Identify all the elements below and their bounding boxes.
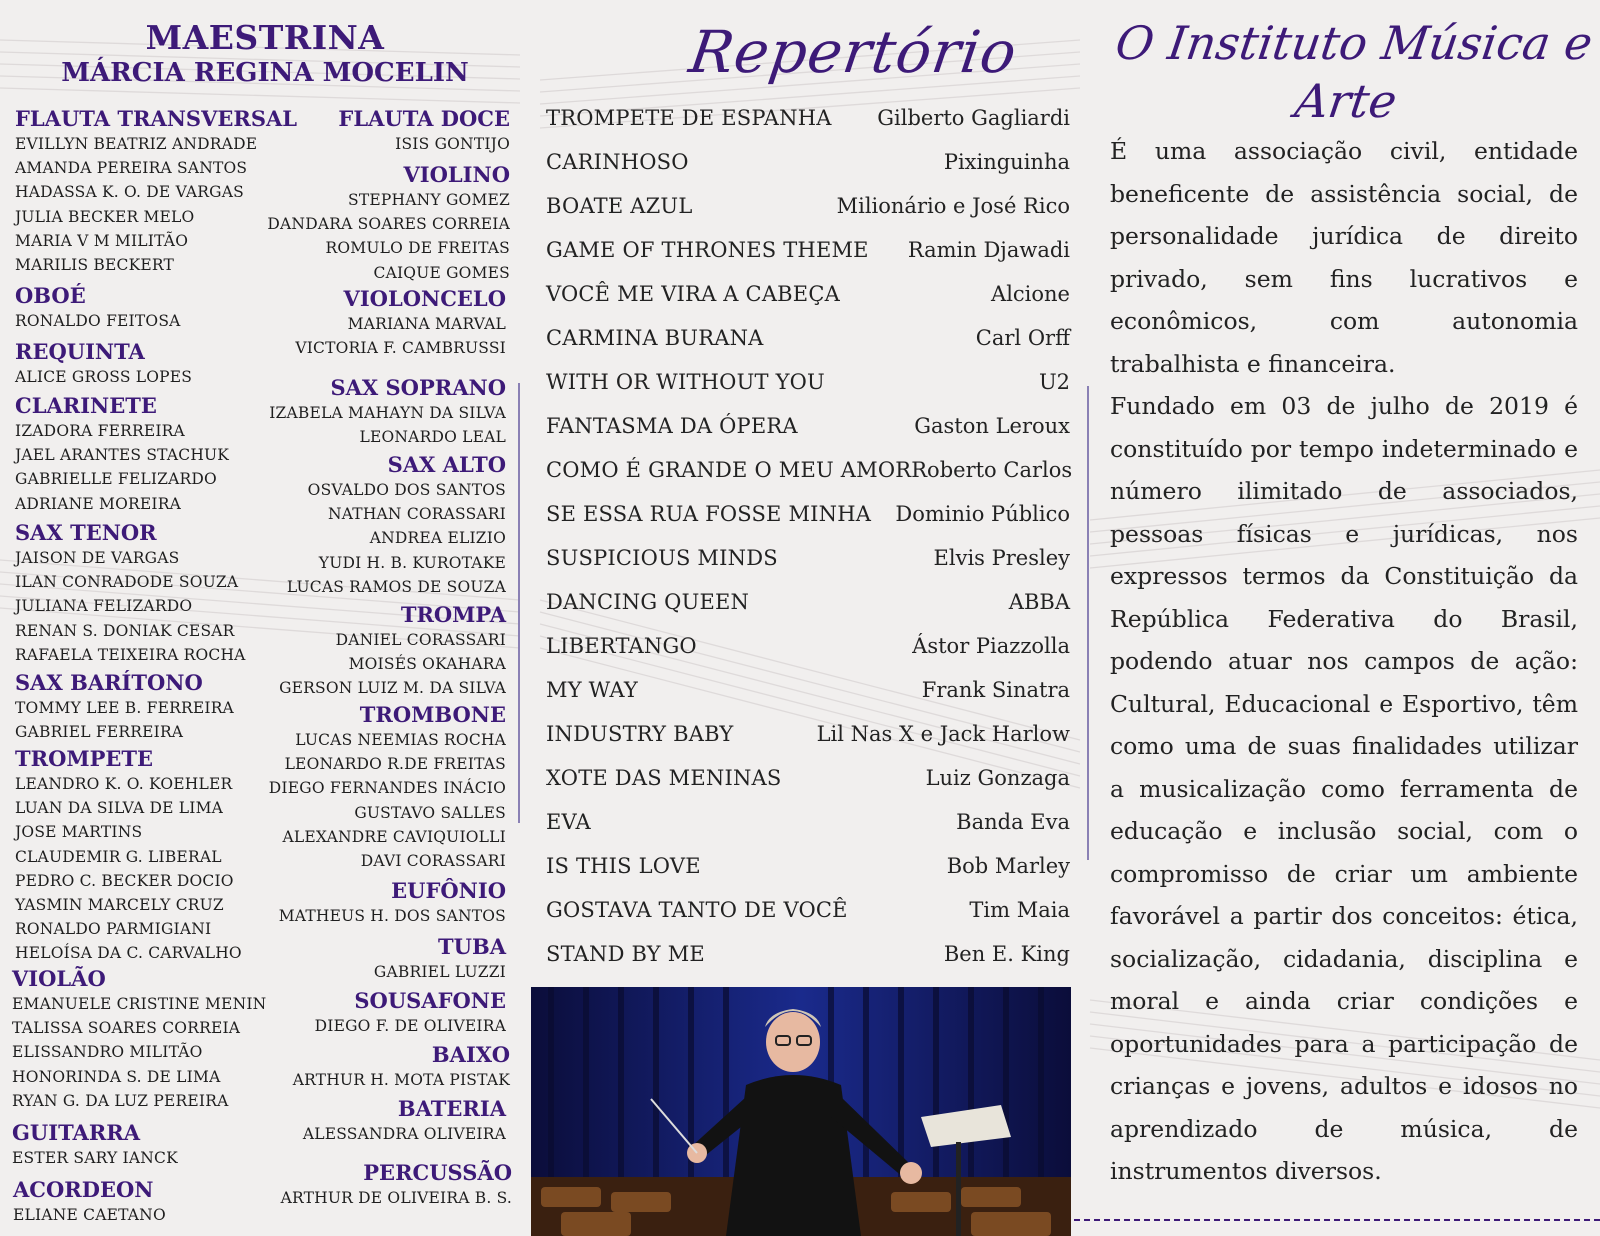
song-title: DANCING QUEEN [546, 590, 750, 614]
section-trompa [279, 602, 506, 701]
section-violoncelo [295, 286, 506, 360]
musician-name: STEPHANY GOMEZ [348, 191, 510, 209]
list-item [546, 766, 1070, 810]
section-violao [12, 966, 266, 1113]
instituto-paragraph: É uma associação civil, entidade beneficente de assistência social, de personalidade jurídica de direito privado, sem fins lucrativos e econômicos, com autonomia trabalhista e financeira. [1110, 137, 1578, 378]
musician-name: LEONARDO LEAL [359, 428, 506, 447]
list-item [546, 722, 1070, 766]
musician-name: RENAN S. DONIAK CESAR [15, 621, 235, 640]
musician-name: JOSE MARTINS [15, 823, 143, 842]
musician-name: DANIEL CORASSARI [335, 631, 506, 649]
song-artist: Gaston Leroux [914, 414, 1070, 438]
musician-name: ELIANE CAETANO [13, 1206, 166, 1224]
section-eufonio [279, 878, 506, 928]
list-item [546, 898, 1070, 942]
repertorio-title: Repertório [685, 18, 1022, 86]
list-item [546, 370, 1070, 414]
musician-name: DAVI CORASSARI [360, 852, 506, 871]
section-heading: SAX TENOR [15, 520, 157, 545]
song-title: LIBERTANGO [546, 634, 697, 658]
section-percussao [281, 1160, 512, 1210]
song-title: INDUSTRY BABY [546, 722, 734, 746]
list-item [546, 810, 1070, 854]
section-trompete [15, 746, 242, 966]
musician-name: HELOÍSA DA C. CARVALHO [15, 944, 242, 963]
musician-name: JULIANA FELIZARDO [15, 597, 193, 616]
section-sax-tenor [15, 520, 246, 667]
musician-name: GABRIELLE FELIZARDO [15, 470, 217, 489]
musician-name: NATHAN CORASSARI [327, 505, 506, 524]
section-guitarra [12, 1120, 178, 1170]
section-heading: VIOLONCELO [343, 286, 506, 311]
section-sax-soprano [269, 375, 506, 449]
section-heading: SAX ALTO [387, 452, 506, 477]
song-artist: Roberto Carlos [911, 458, 1073, 482]
section-violino [267, 162, 510, 285]
list-item [546, 854, 1070, 898]
musician-name: YUDI H. B. KUROTAKE [318, 553, 506, 572]
musician-name: DIEGO FERNANDES INÁCIO [268, 779, 506, 798]
section-heading: SOUSAFONE [354, 988, 506, 1013]
musician-name: MARILIS BECKERT [15, 256, 175, 275]
musician-name: IZABELA MAHAYN DA SILVA [269, 404, 506, 422]
song-artist: Luiz Gonzaga [925, 766, 1070, 790]
musician-name: ELISSANDRO MILITÃO [12, 1043, 203, 1062]
song-title: STAND BY ME [546, 942, 705, 966]
song-title: MY WAY [546, 678, 638, 702]
musician-name: TALISSA SOARES CORREIA [12, 1019, 241, 1038]
song-artist: Elvis Presley [933, 546, 1070, 570]
instituto-title [1102, 14, 1598, 130]
list-item [546, 326, 1070, 370]
instituto-paragraph: Fundado em 03 de julho de 2019 é constituído por tempo indeterminado e número ilimitado de associados, pessoas físicas e jurídicas, nos expressos termos da Constituição da República Federativa do Brasil, podendo atuar nos campos de ação: Cultural, Educacional e Esportivo, têm como uma de suas finalidades utilizar a musicalização como ferramenta de educação e inclusão social, com o compromisso de criar um ambiente favorável a partir dos conceitos: ética, socialização, cidadania, disciplina e moral e ainda criar condições e oportunidades para a participação de crianças e jovens, adultos e idosos no aprendizado de música, de instrumentos diversos. [1110, 392, 1578, 1185]
musician-name: LUCAS RAMOS DE SOUZA [286, 577, 506, 596]
section-heading: EUFÔNIO [391, 878, 506, 903]
musician-name: JAISON DE VARGAS [15, 549, 180, 567]
repertorio-list [546, 106, 1073, 986]
song-artist: Ramin Djawadi [907, 238, 1070, 262]
song-title: SUSPICIOUS MINDS [546, 546, 778, 570]
song-title: COMO É GRANDE O MEU AMOR [546, 458, 912, 482]
instituto-title-line1: O Instituto Música e [1112, 16, 1596, 70]
section-sax-alto [287, 452, 506, 599]
musician-name: ALICE GROSS LOPES [15, 368, 193, 386]
list-item [546, 546, 1070, 590]
song-artist: Frank Sinatra [921, 678, 1070, 702]
section-heading: TROMBONE [359, 702, 506, 727]
musician-name: ILAN CONRADODE SOUZA [15, 573, 239, 592]
song-title: EVA [546, 810, 591, 834]
list-item [546, 106, 1070, 150]
song-title: VOCÊ ME VIRA A CABEÇA [546, 282, 840, 306]
musician-name: ALEXANDRE CAVIQUIOLLI [282, 827, 506, 846]
section-heading: FLAUTA DOCE [338, 106, 510, 131]
song-title: IS THIS LOVE [546, 854, 701, 878]
list-item [546, 150, 1070, 194]
section-heading: REQUINTA [15, 339, 145, 364]
section-requinta [15, 339, 192, 389]
song-title: CARMINA BURANA [546, 326, 764, 350]
list-item [546, 238, 1070, 282]
musician-name: GABRIEL FERREIRA [15, 723, 184, 742]
section-heading: VIOLÃO [12, 966, 106, 991]
section-heading: PERCUSSÃO [363, 1160, 512, 1185]
conductor-photo-illustration [531, 987, 1071, 1236]
section-heading: BATERIA [397, 1096, 506, 1121]
musician-name: RONALDO FEITOSA [15, 312, 181, 330]
song-artist: Tim Maia [969, 898, 1070, 922]
song-title: TROMPETE DE ESPANHA [546, 106, 832, 130]
section-heading: SAX SOPRANO [330, 375, 506, 400]
musician-name: EVILLYN BEATRIZ ANDRADE [15, 135, 258, 153]
musician-name: HADASSA K. O. DE VARGAS [15, 183, 244, 202]
section-heading: SAX BARÍTONO [15, 670, 203, 695]
musician-name: PEDRO C. BECKER DOCIO [15, 871, 234, 890]
song-artist: Carl Orff [975, 326, 1070, 350]
song-artist: Bob Marley [946, 854, 1070, 878]
musician-name: LUCAS NEEMIAS ROCHA [295, 731, 506, 749]
musician-name: CAIQUE GOMES [373, 263, 510, 282]
musician-name: EMANUELE CRISTINE MENIN [12, 995, 267, 1013]
list-item [546, 942, 1070, 986]
musician-name: MARIA V M MILITÃO [15, 231, 189, 250]
list-item [546, 634, 1070, 678]
instituto-description [1110, 130, 1578, 1193]
list-item [546, 458, 1073, 502]
section-heading: CLARINETE [15, 393, 157, 418]
section-flauta-doce [338, 106, 510, 156]
musician-name: JAEL ARANTES STACHUK [15, 446, 230, 465]
song-title: FANTASMA DA ÓPERA [546, 414, 798, 438]
section-heading: TROMPETE [15, 746, 154, 771]
musician-name: LEANDRO K. O. KOEHLER [15, 775, 233, 793]
section-tuba [374, 934, 506, 984]
section-heading: GUITARRA [12, 1120, 141, 1145]
song-artist: Ástor Piazzolla [912, 634, 1070, 658]
song-artist: Banda Eva [956, 810, 1070, 834]
musician-name: JULIA BECKER MELO [15, 207, 195, 226]
list-item [546, 194, 1070, 238]
song-artist: Pixinguinha [943, 150, 1070, 174]
section-flauta-transversal [15, 106, 297, 277]
section-heading: VIOLINO [403, 162, 510, 187]
musician-name: DANDARA SOARES CORREIA [267, 215, 510, 234]
section-oboe [15, 283, 181, 333]
musician-name: ROMULO DE FREITAS [325, 239, 510, 258]
musician-name: ALESSANDRA OLIVEIRA [302, 1125, 506, 1143]
musician-name: GERSON LUIZ M. DA SILVA [279, 679, 506, 698]
song-artist: Gilberto Gagliardi [877, 106, 1070, 130]
musician-name: RYAN G. DA LUZ PEREIRA [12, 1091, 229, 1110]
section-bateria [303, 1096, 506, 1146]
song-artist: Alcione [991, 282, 1070, 306]
musician-name: LUAN DA SILVA DE LIMA [15, 799, 224, 818]
song-title: CARINHOSO [546, 150, 689, 174]
conductor-photo [531, 987, 1071, 1236]
musician-name: GUSTAVO SALLES [354, 803, 506, 822]
song-title: XOTE DAS MENINAS [546, 766, 782, 790]
section-heading: FLAUTA TRANSVERSAL [15, 106, 298, 131]
section-clarinete [15, 393, 229, 516]
song-artist: Lil Nas X e Jack Harlow [816, 722, 1070, 746]
section-heading: BAIXO [431, 1042, 510, 1067]
musician-name: VICTORIA F. CAMBRUSSI [295, 339, 506, 358]
song-artist: Ben E. King [943, 942, 1070, 966]
section-heading: ACORDEON [13, 1177, 154, 1202]
dashed-divider [1074, 1219, 1600, 1221]
song-artist: U2 [1038, 370, 1070, 394]
musician-name: ANDREA ELIZIO [369, 529, 506, 548]
musician-name: ESTER SARY IANCK [12, 1149, 178, 1167]
instituto-title-line2: Arte [1291, 74, 1401, 128]
musician-name: GABRIEL LUZZI [373, 963, 506, 981]
musician-name: TOMMY LEE B. FERREIRA [15, 699, 234, 717]
musician-name: ISIS GONTIJO [395, 135, 510, 153]
musician-name: OSVALDO DOS SANTOS [307, 481, 506, 499]
column-divider [1087, 386, 1089, 860]
song-title: SE ESSA RUA FOSSE MINHA [546, 502, 872, 526]
section-sax-baritono [15, 670, 234, 744]
song-title: BOATE AZUL [546, 194, 693, 218]
list-item [546, 502, 1070, 546]
musician-name: MARIANA MARVAL [347, 315, 506, 333]
song-artist: ABBA [1008, 590, 1070, 614]
section-acordeon [13, 1177, 166, 1227]
list-item [546, 414, 1070, 458]
musician-name: ARTHUR DE OLIVEIRA B. S. [280, 1189, 512, 1207]
section-baixo [293, 1042, 510, 1092]
song-title: WITH OR WITHOUT YOU [546, 370, 825, 394]
maestrina-name: MÁRCIA REGINA MOCELIN [61, 58, 469, 88]
musician-name: AMANDA PEREIRA SANTOS [15, 159, 248, 178]
song-title: GAME OF THRONES THEME [546, 238, 869, 262]
song-artist: Dominio Público [895, 502, 1070, 526]
musician-name: HONORINDA S. DE LIMA [12, 1067, 221, 1086]
musician-name: IZADORA FERREIRA [15, 422, 185, 440]
musician-name: RAFAELA TEIXEIRA ROCHA [15, 645, 246, 664]
maestrina-heading: MAESTRINA [145, 18, 385, 57]
list-item [546, 590, 1070, 634]
list-item [546, 678, 1070, 722]
musician-name: ARTHUR H. MOTA PISTAK [292, 1071, 510, 1089]
list-item [546, 282, 1070, 326]
section-sousafone [315, 988, 506, 1038]
column-divider [518, 383, 520, 823]
musician-name: ADRIANE MOREIRA [15, 494, 181, 513]
musician-name: LEONARDO R.DE FREITAS [284, 755, 506, 774]
section-heading: TROMPA [400, 602, 506, 627]
musician-name: YASMIN MARCELY CRUZ [15, 896, 224, 915]
musician-name: DIEGO F. DE OLIVEIRA [314, 1017, 506, 1035]
musicians-column [0, 0, 520, 1236]
song-artist: Milionário e José Rico [836, 194, 1070, 218]
musician-name: CLAUDEMIR G. LIBERAL [15, 847, 222, 866]
musician-name: MOISÉS OKAHARA [348, 655, 506, 674]
song-title: GOSTAVA TANTO DE VOCÊ [546, 898, 848, 922]
section-trombone [269, 702, 506, 873]
musician-name: MATHEUS H. DOS SANTOS [278, 907, 506, 925]
section-heading: OBOÉ [15, 283, 86, 308]
section-heading: TUBA [438, 934, 506, 959]
musician-name: RONALDO PARMIGIANI [15, 920, 212, 939]
